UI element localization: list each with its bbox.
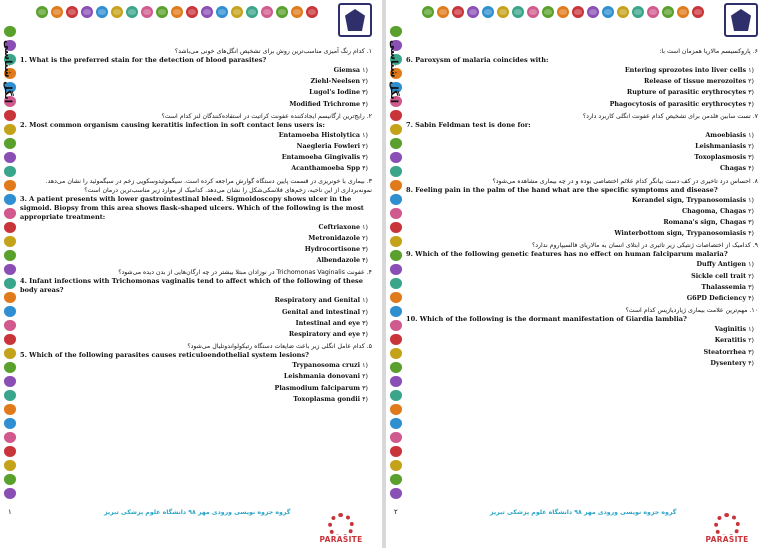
answer-option (406, 152, 758, 163)
option-number: ۳) (748, 347, 754, 356)
option-number: ۱) (748, 325, 754, 334)
option-number: ۲) (748, 206, 754, 215)
parasite-logo-word: PARASITE (319, 535, 363, 544)
option-number: ۱) (748, 66, 754, 74)
parasite-icon (390, 292, 402, 303)
option-text: Entering sprozotes into liver cells (624, 66, 747, 74)
answer-option (20, 329, 372, 340)
parasite-icon (390, 138, 402, 149)
question-english-text: 5. Which of the following parasites causes reticuloendothelial system lesions? (20, 351, 309, 360)
answer-options (406, 130, 758, 175)
option-text: Leishmania donovani (283, 372, 361, 381)
option-number: ۱) (362, 296, 368, 305)
footer-text: گروه جزوه نویسی ورودی مهر ۹۸ دانشگاه علوم پزشکی تبریز (490, 509, 677, 516)
option-text: Naegleria Fowleri (296, 142, 361, 151)
option-number: ۴) (362, 330, 368, 339)
option-text: Sickle cell trait (691, 271, 747, 280)
answer-option (406, 87, 758, 98)
answer-option (20, 152, 372, 163)
parasite-icon (662, 6, 674, 18)
answer-options (20, 65, 372, 110)
question-english-text: 8. Feeling pain in the palm of the hand what are the specific symptoms and disease? (406, 185, 718, 194)
answer-options (20, 222, 372, 267)
answer-option (406, 65, 758, 76)
page-footer (8, 502, 374, 544)
answer-option (406, 99, 758, 110)
option-number: ۲) (362, 142, 368, 151)
parasite-icon (390, 278, 402, 289)
parasite-icon (557, 6, 569, 18)
page-number: ۲ (394, 508, 398, 516)
parasite-icon (4, 278, 16, 289)
questions-list (406, 45, 758, 369)
parasite-icon (4, 292, 16, 303)
option-number: ۳) (362, 245, 368, 254)
parasite-icon (4, 208, 16, 219)
answer-option (406, 195, 758, 206)
parasite-icon (111, 6, 123, 18)
answer-options (406, 195, 758, 240)
answer-option (406, 130, 758, 141)
parasite-icon (4, 250, 16, 261)
question-english-text: 4. Infant infections with Trichomonas vaginalis tend to affect which of the following of these body areas? (20, 277, 363, 295)
question-persian-text: ۵. کدام عامل انگلی زیر باعث ضایعات دستگاه رتیکولواندوتلیال می‌شود؟ (187, 343, 372, 351)
option-text: Hydrocortisone (304, 245, 361, 254)
option-number: ۲) (748, 142, 754, 151)
parasite-icon (96, 6, 108, 18)
answer-options (20, 295, 372, 340)
parasite-icon (602, 6, 614, 18)
question-persian-text: ۲. رایج‌ترین ارگانیسم ایجادکننده عفونت کراتیت در استفاده‌کنندگان لنز کدام است؟ (161, 112, 372, 120)
option-number: ۴) (362, 256, 368, 265)
parasite-icon (390, 488, 402, 499)
question-persian-text: ۱. کدام رنگ آمیزی مناسب‌ترین روش برای تشخیص انگل‌های خونی می‌باشد؟ (174, 48, 372, 55)
answer-options (406, 324, 758, 369)
parasite-icon (291, 6, 303, 18)
option-text: Toxoplasma gondii (293, 394, 361, 403)
parasite-icon (390, 194, 402, 205)
option-number: ۳) (748, 282, 754, 291)
parasite-icon (452, 6, 464, 18)
answer-option (406, 324, 758, 335)
parasite-icon (51, 6, 63, 18)
subject-tag: انگل شناسی (388, 40, 399, 104)
option-number: ۱) (362, 66, 368, 74)
university-emblem-icon (731, 9, 751, 31)
parasite-icon (171, 6, 183, 18)
parasite-icon (390, 334, 402, 345)
option-text: Thalassemia (701, 282, 747, 291)
option-text: Trypanosoma cruzi (292, 361, 361, 370)
option-number: ۲) (748, 77, 754, 86)
answer-option (406, 141, 758, 152)
option-number: ۲) (748, 271, 754, 280)
parasite-icon (390, 320, 402, 331)
option-number: ۲) (362, 77, 368, 86)
parasite-icon (390, 390, 402, 401)
parasite-icon (390, 460, 402, 471)
option-number: ۱) (362, 361, 368, 370)
parasite-icon (4, 236, 16, 247)
option-text: Kerandel sign, Trypanosomiasis (631, 195, 747, 204)
parasite-icon (4, 348, 16, 359)
option-number: ۴) (748, 99, 754, 108)
page-2 (386, 0, 768, 548)
option-text: Dysentery (710, 358, 747, 367)
answer-option (406, 347, 758, 358)
parasite-logo (704, 504, 750, 544)
option-text: Genital and intestinal (281, 307, 361, 316)
option-text: Entamoeba Gingivalis (281, 153, 361, 162)
parasite-icon (276, 6, 288, 18)
parasite-icon (36, 6, 48, 18)
parasite-icon (467, 6, 479, 18)
option-number: ۴) (748, 229, 754, 238)
parasite-icon (390, 264, 402, 275)
parasite-icon (632, 6, 644, 18)
option-text: Release of tissue merozoites (644, 77, 747, 86)
question-english-text: 1. What is the preferred stain for the detection of blood parasites? (20, 56, 267, 64)
answer-option (20, 360, 372, 371)
parasite-icon (390, 110, 402, 121)
option-text: Giemsa (333, 66, 361, 74)
option-text: Rupture of parasitic erythrocytes (626, 88, 747, 97)
parasite-icon (126, 6, 138, 18)
option-number: ۳) (362, 153, 368, 162)
option-text: Ceftriaxone (318, 222, 361, 231)
parasite-icon (390, 376, 402, 387)
page-number: ۱ (8, 508, 12, 516)
answer-option (20, 65, 372, 76)
parasite-icon (261, 6, 273, 18)
parasite-icon (4, 320, 16, 331)
option-number: ۴) (748, 164, 754, 173)
option-number: ۲) (362, 307, 368, 316)
option-number: ۳) (748, 88, 754, 97)
parasite-icon (512, 6, 524, 18)
answer-options (20, 360, 372, 405)
answer-option (20, 222, 372, 233)
university-logo (338, 3, 372, 37)
answer-option (20, 76, 372, 87)
parasite-icon (141, 6, 153, 18)
parasite-icon (390, 446, 402, 457)
parasite-icon (4, 194, 16, 205)
parasite-icon (4, 418, 16, 429)
parasite-icon (4, 376, 16, 387)
answer-option (20, 99, 372, 110)
option-text: Metronidazole (308, 233, 361, 242)
parasite-icon (647, 6, 659, 18)
parasite-icon (390, 208, 402, 219)
footer-text: گروه جزوه نویسی ورودی مهر ۹۸ دانشگاه علوم پزشکی تبریز (104, 509, 291, 516)
option-text: Chagas (719, 164, 747, 173)
option-text: Leishmaniasis (695, 142, 747, 151)
answer-option (20, 394, 372, 405)
parasite-icon (390, 236, 402, 247)
answer-options (20, 130, 372, 175)
parasite-icon (4, 110, 16, 121)
answer-options (406, 65, 758, 110)
parasite-icon (617, 6, 629, 18)
answer-option (20, 233, 372, 244)
university-logo (724, 3, 758, 37)
parasite-icon (587, 6, 599, 18)
parasite-icon (4, 446, 16, 457)
parasite-icon (390, 166, 402, 177)
question-english-text: 7. Sabin Feldman test is done for: (406, 120, 531, 129)
question-persian-text: ۱۰. مهم‌ترین علامت بیماری ژیاردیازیس کدام است؟ (625, 307, 758, 315)
option-text: Ziehl-Neelsen (310, 77, 361, 86)
parasite-icon (390, 222, 402, 233)
top-decoration-strip (36, 4, 321, 20)
answer-option (406, 358, 758, 369)
answer-option (406, 293, 758, 304)
parasite-icon (692, 6, 704, 18)
answer-option (20, 163, 372, 174)
parasite-icon (4, 138, 16, 149)
option-number: ۲) (362, 233, 368, 242)
parasite-logo (318, 504, 364, 544)
option-number: ۴) (362, 99, 368, 108)
answer-option (20, 295, 372, 306)
option-text: Entamoeba Histolytica (278, 130, 361, 139)
option-text: Acanthamoeba Spp (291, 164, 361, 173)
option-number: ۴) (748, 294, 754, 303)
question-persian-text: ۶. پاروکسیسم مالاریا همزمان است با: (659, 48, 758, 55)
parasite-icon (4, 124, 16, 135)
question-english-text: 6. Paroxysm of malaria coincides with: (406, 56, 549, 64)
question-english-text: 3. A patient presents with lower gastrointestinal bleed. Sigmoidoscopy shows ulcer in the sigmoid. Biopsy from this area shows flask–shaped ulcers. Which of the following is the most appropriate treatment: (20, 194, 364, 221)
option-text: Lugol's Iodine (309, 88, 361, 97)
parasite-icon (4, 362, 16, 373)
option-text: Duffy Antigen (696, 260, 747, 269)
subject-tag: انگل شناسی (2, 40, 13, 104)
option-text: Chagoma, Chagas (682, 206, 747, 215)
option-text: Plasmodium falciparum (274, 383, 361, 392)
answer-option (20, 383, 372, 394)
option-number: ۱) (748, 130, 754, 139)
option-number: ۳) (748, 218, 754, 227)
parasite-icon (497, 6, 509, 18)
answer-option (406, 271, 758, 282)
parasite-icon (390, 362, 402, 373)
parasite-icon (4, 390, 16, 401)
parasite-icon (390, 348, 402, 359)
parasite-icon (216, 6, 228, 18)
answer-option (406, 282, 758, 293)
parasite-icon (390, 404, 402, 415)
answer-option (406, 76, 758, 87)
option-number: ۲) (748, 336, 754, 345)
parasite-icon (66, 6, 78, 18)
parasite-icon (4, 222, 16, 233)
option-number: ۱) (748, 260, 754, 269)
parasite-icon (4, 334, 16, 345)
option-text: Steatorrhea (703, 347, 747, 356)
option-number: ۳) (362, 88, 368, 97)
answer-option (20, 141, 372, 152)
parasite-icon (422, 6, 434, 18)
option-text: Keratitis (714, 336, 747, 345)
answer-option (20, 87, 372, 98)
parasite-logo-word: PARASITE (705, 535, 749, 544)
parasite-icon (4, 488, 16, 499)
option-number: ۱) (748, 195, 754, 204)
questions-list (20, 45, 372, 405)
question-persian-text: ۳. بیماری با خونریزی در قسمت پایین دستگاه گوارش مراجعه کرده است. سیگموئیدوسکوپی زخم در سیگموئید را نشان می‌دهد. نمونه‌برداری از این ناحیه، زخم‌های فلاسکی‌شکل را نشان می‌دهد. کدامیک از موارد زیر مناسب‌ترین درمان است؟ (45, 177, 372, 194)
parasite-icon (4, 432, 16, 443)
question-persian-text: ۴. عفونت Trichomonas Vaginalis در نوزادان مبتلا بیشتر در چه ارگان‌هایی از بدن دیده می‌شود؟ (118, 269, 372, 277)
parasite-icon (482, 6, 494, 18)
answer-option (406, 259, 758, 270)
page-1 (0, 0, 382, 548)
parasite-icon (390, 180, 402, 191)
answer-option (20, 244, 372, 255)
parasite-icon (81, 6, 93, 18)
option-text: G6PD Deficiency (686, 294, 747, 303)
option-number: ۲) (362, 372, 368, 381)
parasite-icon (390, 152, 402, 163)
answer-option (406, 163, 758, 174)
option-text: Respiratory and Genital (274, 296, 361, 305)
top-decoration-strip (422, 4, 707, 20)
parasite-icon (390, 26, 402, 37)
parasite-icon (677, 6, 689, 18)
question-persian-text: ۸. احساس درد تاخیری در کف دست بیانگر کدام علائم اختصاصی بوده و در چه بیماری مشاهده می‌شود؟ (492, 177, 758, 185)
parasite-icon (390, 432, 402, 443)
parasite-icon (390, 250, 402, 261)
option-text: Albendazole (316, 256, 361, 265)
answer-option (20, 307, 372, 318)
option-text: Phagocytosis of parasitic erythrocytes (609, 99, 747, 108)
question-persian-text: ۷. تست سابین فلدمن برای تشخیص کدام عفونت انگلی کاربرد دارد؟ (582, 112, 758, 120)
answer-option (20, 318, 372, 329)
parasite-icon (4, 180, 16, 191)
option-text: Intestinal and eye (295, 318, 361, 327)
option-text: Toxoplasmosis (694, 153, 747, 162)
parasite-icon (4, 404, 16, 415)
answer-option (20, 255, 372, 266)
parasite-icon (390, 474, 402, 485)
parasite-icon (306, 6, 318, 18)
page-footer (394, 502, 760, 544)
parasite-icon (4, 474, 16, 485)
option-text: Amoebiasis (705, 130, 747, 139)
option-number: ۴) (362, 164, 368, 173)
question-english-text: 2. Most common organism causing keratitis infection in soft contact lens users is: (20, 120, 325, 129)
parasite-icon (156, 6, 168, 18)
parasite-icon (390, 124, 402, 135)
option-number: ۴) (362, 394, 368, 403)
answer-option (406, 335, 758, 346)
question-persian-text: ۹. کدامیک از اختصاصات ژنتیکی زیر تاثیری در ابتلای انسان به مالاریای فالسیپاروم ندارد؟ (532, 242, 758, 250)
parasite-icon (4, 166, 16, 177)
answer-option (20, 371, 372, 382)
answer-option (406, 228, 758, 239)
parasite-icon (390, 418, 402, 429)
answer-option (406, 217, 758, 228)
option-text: Vaginitis (714, 325, 747, 334)
parasite-icon (4, 306, 16, 317)
parasite-icon (390, 306, 402, 317)
parasite-icon (4, 460, 16, 471)
parasite-icon (231, 6, 243, 18)
option-text: Romana's sign, Chagas (663, 218, 747, 227)
parasite-icon (572, 6, 584, 18)
option-number: ۳) (362, 383, 368, 392)
parasite-icon (527, 6, 539, 18)
question-english-text: 9. Which of the following genetic features has no effect on human falciparum malaria? (406, 250, 728, 259)
option-number: ۳) (362, 318, 368, 327)
option-text: Modified Trichrome (289, 99, 361, 108)
option-number: ۱) (362, 130, 368, 139)
question-english-text: 10. Which of the following is the dormant manifestation of Giardia lamblia? (406, 315, 687, 324)
option-number: ۴) (748, 358, 754, 367)
option-number: ۱) (362, 222, 368, 231)
option-number: ۳) (748, 153, 754, 162)
option-text: Winterbottom sign, Trypanosomiasis (614, 229, 747, 238)
parasite-icon (186, 6, 198, 18)
answer-options (406, 259, 758, 304)
parasite-icon (4, 152, 16, 163)
parasite-icon (437, 6, 449, 18)
parasite-icon (246, 6, 258, 18)
parasite-icon (4, 26, 16, 37)
answer-option (406, 206, 758, 217)
university-emblem-icon (345, 9, 365, 31)
option-text: Respiratory and eye (288, 330, 361, 339)
parasite-icon (4, 264, 16, 275)
parasite-icon (542, 6, 554, 18)
answer-option (20, 130, 372, 141)
parasite-icon (201, 6, 213, 18)
